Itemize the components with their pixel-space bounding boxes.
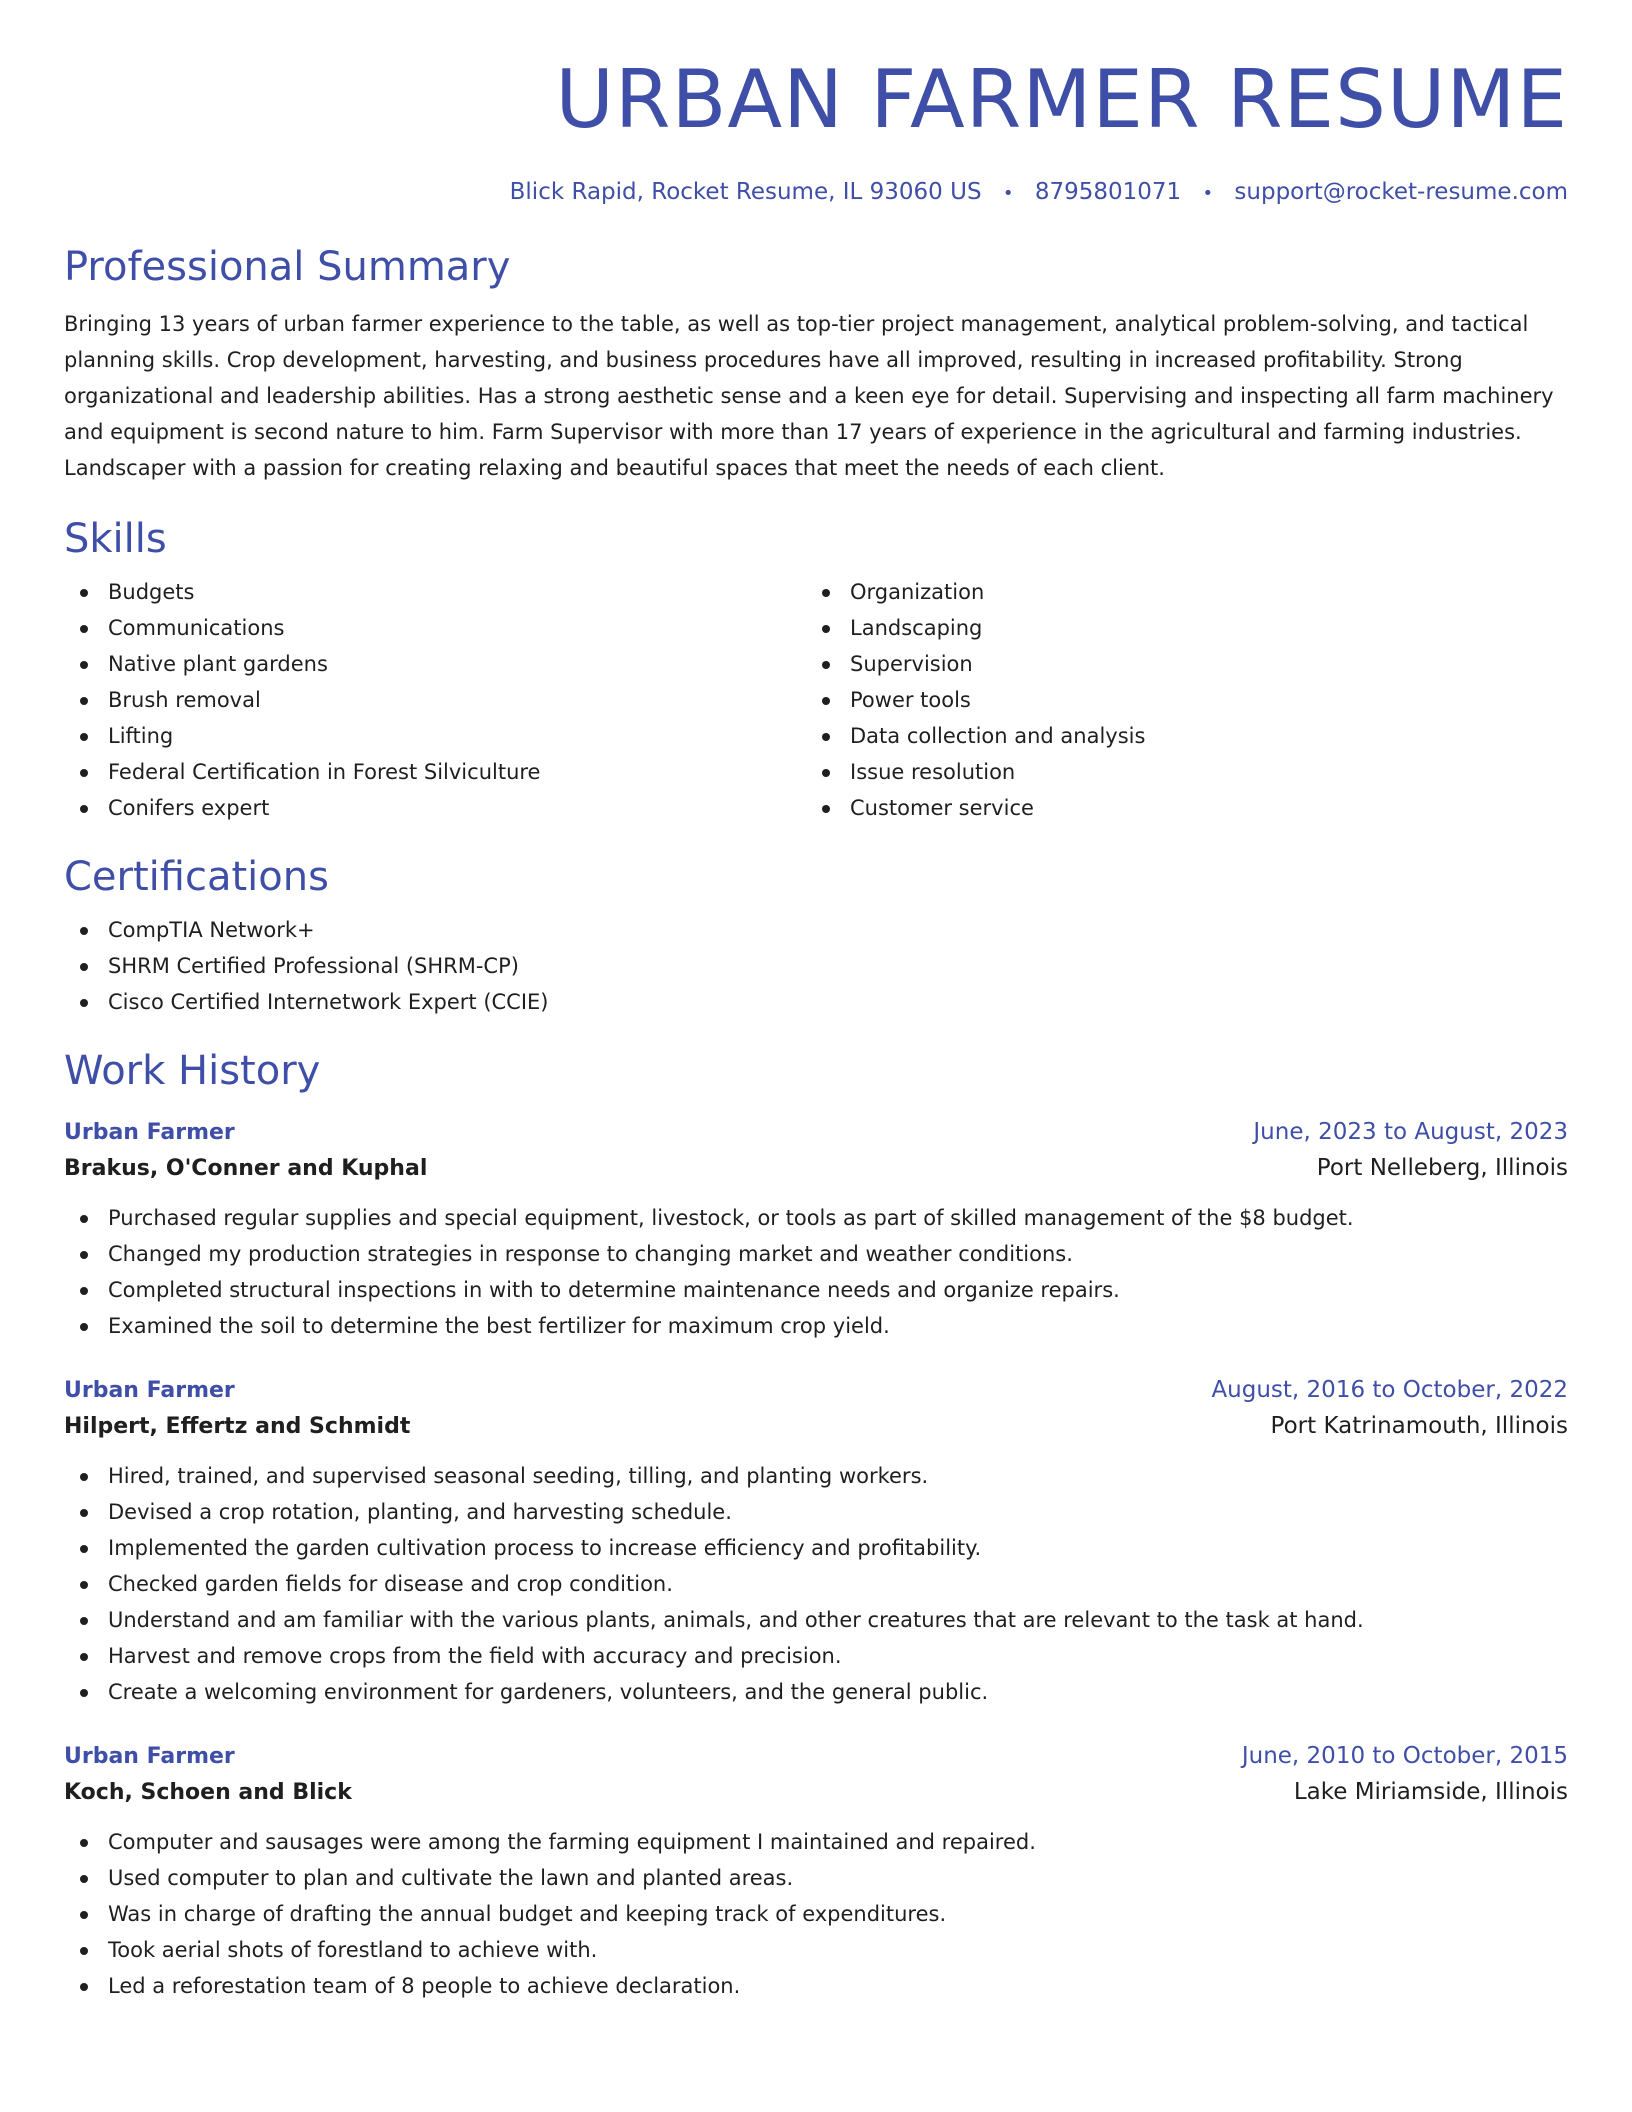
job-entry <box>64 1116 1568 1344</box>
skill-item: Issue resolution <box>806 754 1548 790</box>
job-duty: Completed structural inspections in with to determine maintenance needs and organize repairs. <box>64 1272 1568 1308</box>
job-title-row <box>64 1374 1568 1407</box>
job-dates: June, 2023 to August, 2023 <box>1253 1119 1568 1145</box>
certifications-heading: Certifications <box>64 854 329 900</box>
job-location: Lake Miriamside, Illinois <box>1293 1779 1568 1805</box>
certifications-section <box>64 852 1568 1020</box>
skill-item: Lifting <box>64 718 806 754</box>
job-duties-list <box>64 1824 1568 2004</box>
contact-email: support@rocket-resume.com <box>1234 179 1568 205</box>
job-duty: Led a reforestation team of 8 people to achieve declaration. <box>64 1968 1568 2004</box>
skill-item: Supervision <box>806 646 1548 682</box>
summary-section <box>64 242 1568 486</box>
job-location: Port Katrinamouth, Illinois <box>1270 1413 1568 1439</box>
job-duty: Devised a crop rotation, planting, and harvesting schedule. <box>64 1494 1568 1530</box>
job-company-row <box>64 1149 1568 1188</box>
job-duty: Examined the soil to determine the best fertilizer for maximum crop yield. <box>64 1308 1568 1344</box>
job-title: Urban Farmer <box>64 1378 235 1403</box>
resume-page <box>64 0 1568 2004</box>
job-duty: Computer and sausages were among the farming equipment I maintained and repaired. <box>64 1824 1568 1860</box>
job-duty: Harvest and remove crops from the field with accuracy and precision. <box>64 1638 1568 1674</box>
certification-item: CompTIA Network+ <box>64 912 1568 948</box>
job-company: Koch, Schoen and Blick <box>64 1780 352 1805</box>
certification-item: SHRM Certified Professional (SHRM-CP) <box>64 948 1568 984</box>
summary-heading: Professional Summary <box>64 244 511 290</box>
contact-separator: • <box>1002 183 1014 204</box>
resume-header <box>64 0 1568 210</box>
job-dates: August, 2016 to October, 2022 <box>1211 1377 1568 1403</box>
skills-list-right <box>806 574 1548 826</box>
job-entry <box>64 1740 1568 2004</box>
skill-item: Power tools <box>806 682 1548 718</box>
contact-separator: • <box>1202 183 1214 204</box>
job-duties-list <box>64 1458 1568 1710</box>
job-duties-list <box>64 1200 1568 1344</box>
job-duty: Used computer to plan and cultivate the lawn and planted areas. <box>64 1860 1568 1896</box>
skill-item: Customer service <box>806 790 1548 826</box>
job-company-row <box>64 1407 1568 1446</box>
job-company: Hilpert, Effertz and Schmidt <box>64 1414 411 1439</box>
contact-address: Blick Rapid, Rocket Resume, IL 93060 US <box>509 179 982 205</box>
job-company-row <box>64 1773 1568 1812</box>
skill-item: Landscaping <box>806 610 1548 646</box>
skill-item: Federal Certification in Forest Silviculture <box>64 754 806 790</box>
work-history-section <box>64 1046 1568 2004</box>
skills-section <box>64 514 1568 826</box>
certifications-list <box>64 912 1568 1020</box>
certification-item: Cisco Certified Internetwork Expert (CCIE) <box>64 984 1568 1020</box>
skill-item: Native plant gardens <box>64 646 806 682</box>
skill-item: Organization <box>806 574 1548 610</box>
job-duty: Understand and am familiar with the various plants, animals, and other creatures that are relevant to the task at hand. <box>64 1602 1568 1638</box>
skill-item: Conifers expert <box>64 790 806 826</box>
contact-line <box>64 176 1568 210</box>
work-history-heading: Work History <box>64 1048 321 1094</box>
contact-phone: 8795801071 <box>1034 179 1182 205</box>
skills-grid <box>64 574 1568 826</box>
job-duty: Took aerial shots of forestland to achieve with. <box>64 1932 1568 1968</box>
skill-item: Communications <box>64 610 806 646</box>
skills-heading: Skills <box>64 516 167 562</box>
job-duty: Purchased regular supplies and special equipment, livestock, or tools as part of skilled management of the $8 budget. <box>64 1200 1568 1236</box>
job-company: Brakus, O'Conner and Kuphal <box>64 1156 428 1181</box>
skill-item: Budgets <box>64 574 806 610</box>
job-dates: June, 2010 to October, 2015 <box>1241 1743 1568 1769</box>
job-duty: Checked garden fields for disease and crop condition. <box>64 1566 1568 1602</box>
resume-name: URBAN FARMER RESUME <box>555 53 1568 146</box>
job-duty: Hired, trained, and supervised seasonal seeding, tilling, and planting workers. <box>64 1458 1568 1494</box>
skill-item: Brush removal <box>64 682 806 718</box>
job-duty: Implemented the garden cultivation process to increase efficiency and profitability. <box>64 1530 1568 1566</box>
job-title-row <box>64 1116 1568 1149</box>
job-title: Urban Farmer <box>64 1120 235 1145</box>
job-title: Urban Farmer <box>64 1744 235 1769</box>
job-location: Port Nelleberg, Illinois <box>1316 1155 1568 1181</box>
job-duty: Changed my production strategies in response to changing market and weather conditions. <box>64 1236 1568 1272</box>
job-title-row <box>64 1740 1568 1773</box>
job-duty: Was in charge of drafting the annual budget and keeping track of expenditures. <box>64 1896 1568 1932</box>
summary-text: Bringing 13 years of urban farmer experience to the table, as well as top-tier project management, analytical problem-solving, and tactical planning skills. Crop development, harvesting, and business procedures have all improved, resulting in increased profitability. Strong organizational and leadership abilities. Has a strong aesthetic sense and a keen eye for detail. Supervising and inspecting all farm machinery and equipment is second nature to him. Farm Supervisor with more than 17 years of experience in the agricultural and farming industries. Landscaper with a passion for creating relaxing and beautiful spaces that meet the needs of each client. <box>64 312 1554 480</box>
job-entry <box>64 1374 1568 1710</box>
job-duty: Create a welcoming environment for gardeners, volunteers, and the general public. <box>64 1674 1568 1710</box>
skills-list-left <box>64 574 806 826</box>
skill-item: Data collection and analysis <box>806 718 1548 754</box>
